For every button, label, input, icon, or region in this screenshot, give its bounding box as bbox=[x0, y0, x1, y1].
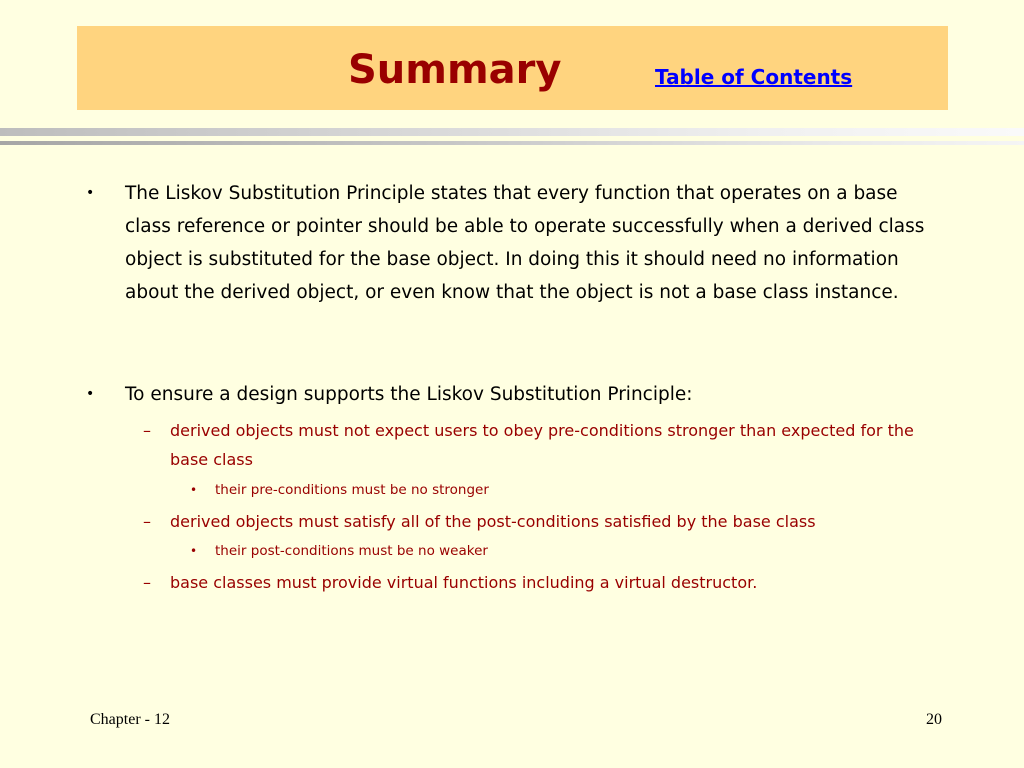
dash-icon: – bbox=[143, 421, 151, 440]
bullet-icon: • bbox=[190, 483, 198, 497]
page-number: 20 bbox=[926, 711, 942, 728]
table-of-contents-link[interactable]: Table of Contents bbox=[655, 65, 853, 89]
divider-rule-bottom bbox=[0, 141, 1024, 145]
bullet-icon: • bbox=[86, 386, 95, 402]
sub-list-item: derived objects must satisfy all of the post-conditions satisfied by the base class bbox=[170, 512, 816, 531]
title-banner bbox=[77, 26, 948, 110]
slide-title: Summary bbox=[348, 47, 562, 93]
bullet-icon: • bbox=[86, 185, 95, 201]
sub-list-item: base classes must provide virtual functions including a virtual destructor. bbox=[170, 573, 758, 592]
dash-icon: – bbox=[143, 512, 151, 531]
sub-sub-list-item: their post-conditions must be no weaker bbox=[215, 543, 488, 559]
dash-icon: – bbox=[143, 573, 151, 592]
sub-sub-list-item: their pre-conditions must be no stronger bbox=[215, 482, 489, 498]
divider-rule-top bbox=[0, 128, 1024, 136]
sub-list-item: derived objects must not expect users to obey pre-conditions stronger than expected for the base class bbox=[170, 421, 914, 469]
bullet-icon: • bbox=[190, 544, 198, 558]
list-item: The Liskov Substitution Principle states that every function that operates on a base class reference or pointer should be able to operate successfully when a derived class object is substituted for the base object. In doing this it should need no information about the derived object, or even know that the object is not a base class instance. bbox=[125, 183, 925, 303]
footer-chapter: Chapter - 12 bbox=[90, 711, 170, 728]
list-item: To ensure a design supports the Liskov Substitution Principle: bbox=[125, 384, 693, 405]
